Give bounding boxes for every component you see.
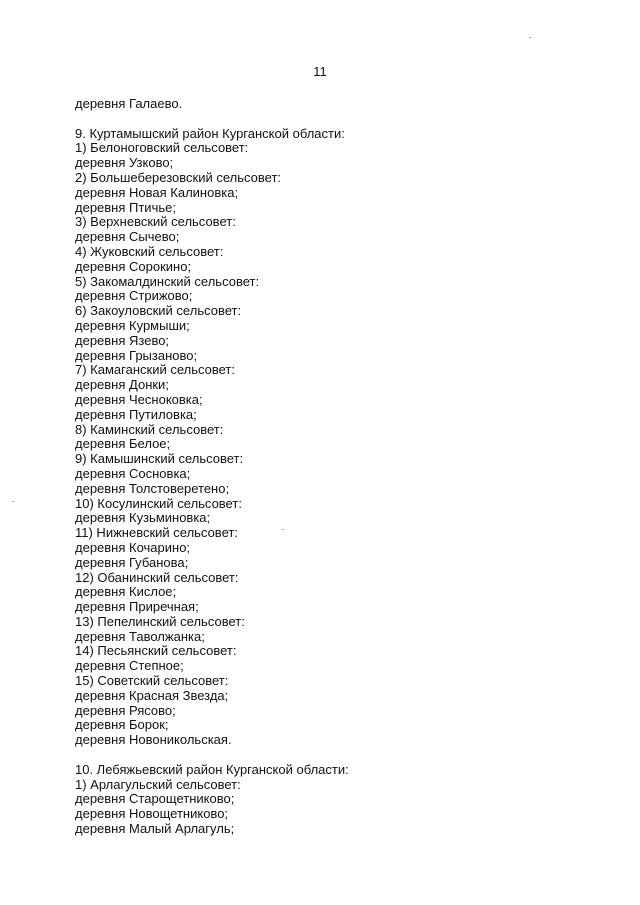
text-line: 7) Камаганский сельсовет: bbox=[75, 362, 235, 378]
text-line: деревня Новоникольская. bbox=[75, 732, 232, 748]
text-line: деревня Красная Звезда; bbox=[75, 687, 229, 703]
text-line: деревня Новощетниково; bbox=[75, 806, 229, 822]
text-line: деревня Грызаново; bbox=[75, 347, 198, 363]
text-line: 12) Обанинский сельсовет: bbox=[75, 569, 239, 585]
text-line: 4) Жуковский сельсовет: bbox=[75, 243, 224, 259]
text-line: деревня Язево; bbox=[75, 332, 170, 348]
text-line: деревня Курмыши; bbox=[75, 317, 190, 333]
text-line: деревня Кислое; bbox=[75, 584, 177, 600]
text-line: 6) Закоуловский сельсовет: bbox=[75, 303, 242, 319]
text-line: деревня Сычево; bbox=[75, 229, 180, 245]
text-line: деревня Галаево. bbox=[75, 96, 183, 111]
scan-speck bbox=[529, 37, 531, 38]
paragraph-gap bbox=[75, 748, 575, 763]
text-line: деревня Сосновка; bbox=[75, 465, 191, 481]
text-line: 13) Пепелинский сельсовет: bbox=[75, 613, 245, 629]
text-line: 9. Куртамышский район Курганской области: bbox=[75, 125, 345, 141]
text-line: деревня Рясово; bbox=[75, 702, 176, 718]
text-line: деревня Узково; bbox=[75, 155, 174, 171]
text-line: деревня Таволжанка; bbox=[75, 628, 205, 644]
text-line: 11) Нижневский сельсовет: bbox=[75, 525, 238, 541]
text-line: деревня Степное; bbox=[75, 658, 184, 674]
text-line: 15) Советский сельсовет: bbox=[75, 673, 229, 689]
text-line: деревня Донки; bbox=[75, 377, 169, 393]
text-line: деревня Новая Калиновка; bbox=[75, 184, 239, 200]
text-line: 9) Камышинский сельсовет: bbox=[75, 451, 244, 467]
text-line: 14) Песьянский сельсовет: bbox=[75, 643, 237, 659]
text-line: деревня Белое; bbox=[75, 436, 171, 452]
text-line: 5) Закомалдинский сельсовет: bbox=[75, 273, 260, 289]
text-line: деревня Толстоверетено; bbox=[75, 480, 230, 496]
text-line: деревня Губанова; bbox=[75, 554, 189, 570]
page-number: 11 bbox=[313, 64, 327, 79]
text-line: деревня Приречная; bbox=[75, 599, 199, 615]
scan-speck bbox=[12, 501, 14, 502]
paragraph-gap bbox=[75, 112, 575, 127]
text-line: 1) Белоноговский сельсовет: bbox=[75, 140, 249, 156]
text-line: деревня Старощетниково; bbox=[75, 791, 235, 807]
document-body bbox=[75, 97, 575, 837]
text-line: деревня Борок; bbox=[75, 717, 169, 733]
text-line: 2) Большеберезовский сельсовет: bbox=[75, 169, 282, 185]
text-line: 10) Косулинский сельсовет: bbox=[75, 495, 242, 511]
text-line: деревня Кочарино; bbox=[75, 539, 191, 555]
text-line: деревня Малый Арлагуль; bbox=[75, 821, 235, 837]
text-line: 1) Арлагульский сельсовет: bbox=[75, 776, 241, 792]
text-line: деревня Кузьминовка; bbox=[75, 510, 211, 526]
text-line: деревня Путиловка; bbox=[75, 406, 197, 422]
text-line: 8) Каминский сельсовет: bbox=[75, 421, 224, 437]
text-line: деревня Сорокино; bbox=[75, 258, 192, 274]
text-line: 3) Верхневский сельсовет: bbox=[75, 214, 236, 230]
text-line: 10. Лебяжьевский район Курганской области: bbox=[75, 761, 349, 777]
scan-speck bbox=[282, 529, 284, 530]
text-line: деревня Стрижово; bbox=[75, 288, 193, 304]
text-line: деревня Чесноковка; bbox=[75, 391, 203, 407]
text-line: деревня Птичье; bbox=[75, 199, 176, 215]
